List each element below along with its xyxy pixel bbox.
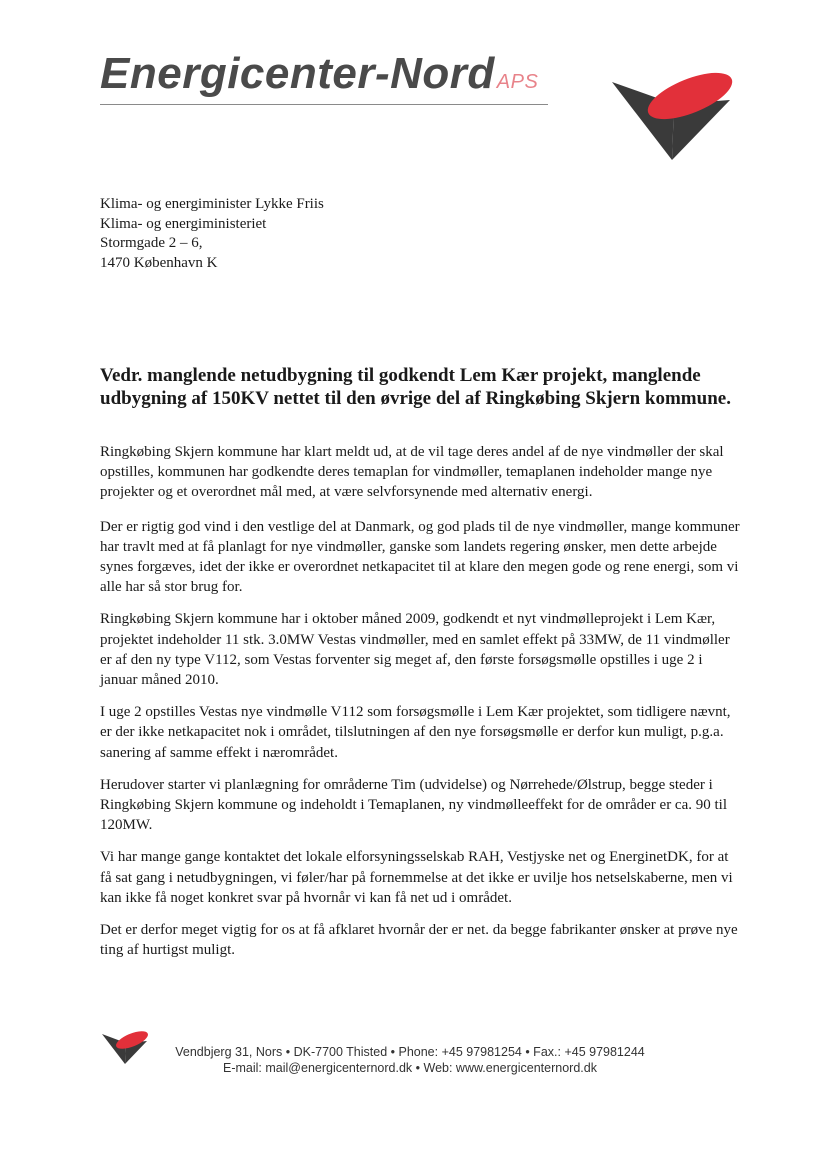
recipient-line: Klima- og energiministeriet (100, 215, 267, 232)
letterhead-rule (100, 104, 548, 105)
body-paragraph: Herudover starter vi planlægning for områderne Tim (udvidelse) og Nørrehede/Ølstrup, begge steder i Ringkøbing Skjern kommune og indeholdt i Temaplanen, ny vindmølleeffekt for de områder er ca. 90 til 120MW. (100, 776, 728, 834)
body-paragraph: Det er derfor meget vigtig for os at få afklaret hvornår der er net. da begge fabrikanter ønsker at prøve nye ting af hurtigst muligt. (100, 922, 738, 959)
body-paragraph: Ringkøbing Skjern kommune har i oktober måned 2009, godkendt et nyt vindmølleprojekt i Lem Kær, projektet indeholder 11 stk. 3.0MW Vestas vindmøller, med en samlet effekt på 33MW, de 11 vindmøller er af den ny type V112, som Vestas forventer sig meget af, den første forsøgsmølle opstilles i uge 2 i januar måned 2010. (100, 611, 730, 689)
company-name (100, 48, 560, 108)
footer-contact (150, 1044, 670, 1076)
recipient-line: Klima- og energiminister Lykke Friis (100, 196, 324, 212)
letterhead (100, 48, 560, 108)
letter-subject: Vedr. manglende netudbygning til godkendt Lem Kær projekt, manglende udbygning af 150KV nettet til den øvrige del af Ringkøbing Skjern kommune. (100, 365, 731, 409)
body-paragraph: I uge 2 opstilles Vestas nye vindmølle V112 som forsøgsmølle i Lem Kær projektet, som tidligere nævnt, er der ikke netkapacitet nok i området, tilslutningen af den nye forsøgsmølle er derfor kun muligt, p.g.a. sanering af samme effekt i nærområdet. (100, 704, 731, 761)
company-logo-icon (612, 70, 737, 160)
body-paragraph: Vi har mange gange kontaktet det lokale elforsyningsselskab RAH, Vestjyske net og EnerginetDK, for at få sat gang i netudbygningen, vi føler/har på fornemmelse at det ikke er uvilje hos netselskaberne, men vi kan ikke få noget konkret svar på hvornår vi kan få net ud i området. (100, 849, 733, 906)
company-suffix: APS (496, 71, 539, 93)
recipient-address (100, 195, 324, 273)
company-name-text: Energicenter-Nord (100, 49, 495, 98)
footer-logo-icon (102, 1030, 150, 1064)
body-paragraph: Der er rigtig god vind i den vestlige del at Danmark, og god plads til de nye vindmøller, mange kommuner har travlt med at få planlagt for nye vindmøller, ganske som landets regering ønsker, men dette arbejde synes forgæves, idet der ikke er overordnet netkapacitet til at klare den megen gode og rene energi, som vi alle har så stor brug for. (100, 518, 740, 596)
footer-address: Vendbjerg 31, Nors • DK-7700 Thisted • Phone: +45 97981254 • Fax.: +45 97981244 (175, 1045, 645, 1059)
recipient-line: 1470 København K (100, 254, 218, 271)
footer-web: E-mail: mail@energicenternord.dk • Web: www.energicenternord.dk (223, 1061, 597, 1075)
body-paragraph: Ringkøbing Skjern kommune har klart meldt ud, at de vil tage deres andel af de nye vindmøller der skal opstilles, kommunen har godkendte deres temaplan for vindmøller, temaplanen indeholder mange nye projekter og et overordnet mål med, at være selvforsynende med alternativ energi. (100, 444, 724, 501)
letter-body (100, 442, 740, 972)
recipient-line: Stormgade 2 – 6, (100, 235, 203, 251)
